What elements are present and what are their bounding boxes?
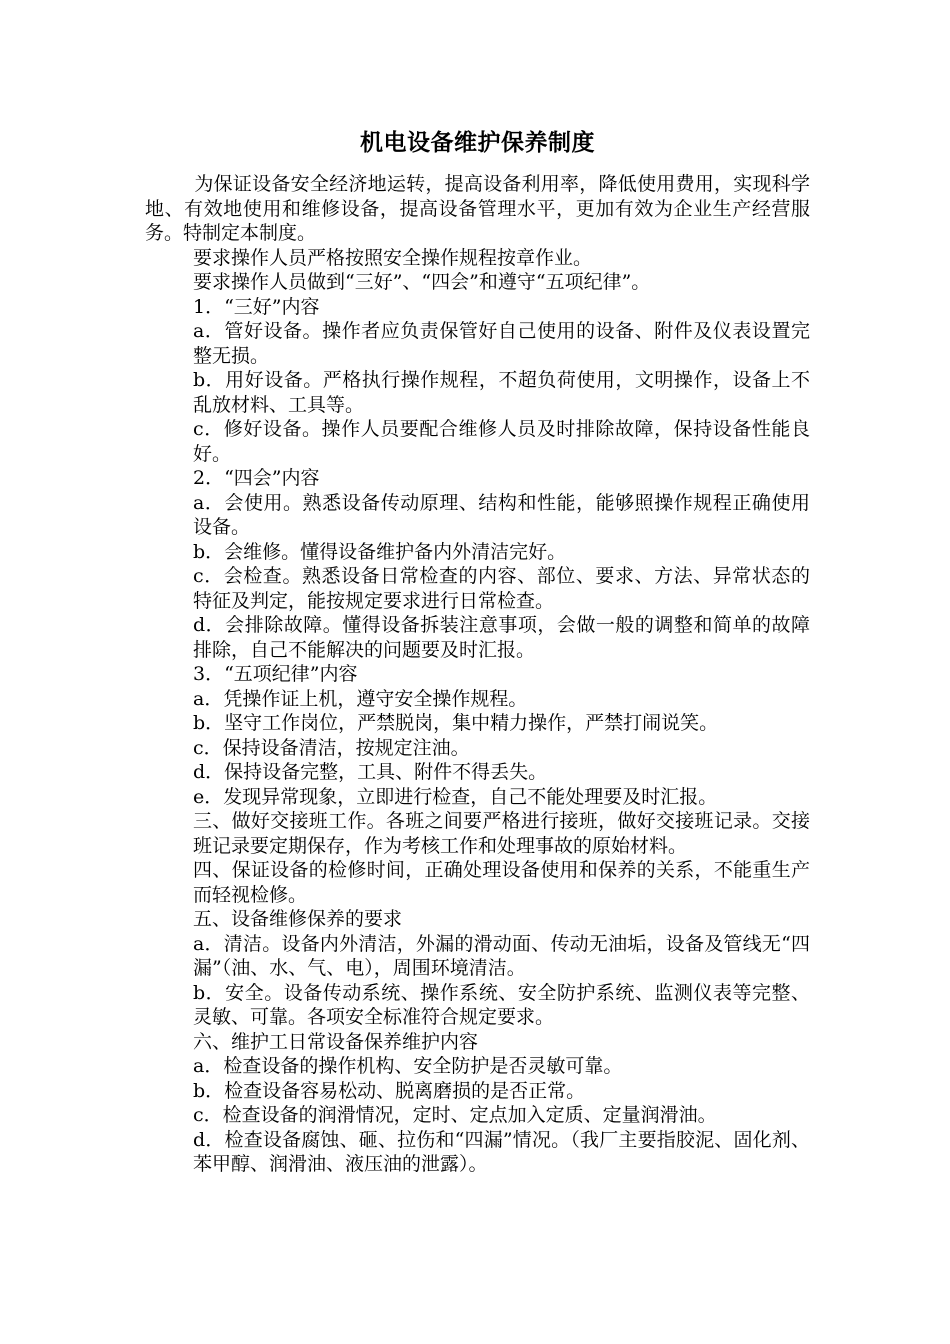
section-heading: 1．“三好”内容 bbox=[193, 295, 320, 318]
list-item: d．检查设备腐蚀、砸、拉伤和“四漏”情况。（我厂主要指胶泥、固化剂、苯甲醇、润滑油、液压油的泄露）。 bbox=[193, 1128, 810, 1175]
list-item: a．会使用。熟悉设备传动原理、结构和性能，能够照操作规程正确使用设备。 bbox=[193, 491, 810, 538]
list-item: c．检查设备的润滑情况，定时、定点加入定质、定量润滑油。 bbox=[193, 1104, 717, 1126]
section-heading: 六、维护工日常设备保养维护内容 bbox=[193, 1030, 479, 1053]
list-item: b．会维修。懂得设备维护备内外清洁完好。 bbox=[193, 540, 567, 563]
list-item: a．清洁。设备内外清洁，外漏的滑动面、传动无油垢，设备及管线无“四漏”（油、水、气、电），周围环境清洁。 bbox=[193, 932, 810, 979]
list-item: b．安全。设备传动系统、操作系统、安全防护系统、监测仪表等完整、灵敏、可靠。各项安全标准符合规定要求。 bbox=[193, 981, 810, 1028]
list-item: a．管好设备。操作者应负责保管好自己使用的设备、附件及仪表设置完整无损。 bbox=[193, 320, 810, 367]
body-line: 要求操作人员严格按照安全操作规程按章作业。 bbox=[193, 246, 593, 269]
list-item: c．保持设备清洁，按规定注油。 bbox=[193, 736, 470, 759]
intro-paragraph: 为保证设备安全经济地运转，提高设备利用率，降低使用费用，实现科学地、有效地使用和维修设备，提高设备管理水平，更加有效为企业生产经营服务。特制定本制度。 bbox=[145, 173, 810, 244]
body-block bbox=[193, 246, 810, 1177]
list-item: c．修好设备。操作人员要配合维修人员及时排除故障，保持设备性能良好。 bbox=[193, 418, 810, 465]
section-paragraph: 三、做好交接班工作。各班之间要严格进行接班，做好交接班记录。交接班记录要定期保存，作为考核工作和处理事故的原始材料。 bbox=[193, 810, 810, 857]
body-line: 要求操作人员做到“三好”、“四会”和遵守“五项纪律”。 bbox=[193, 271, 651, 293]
list-item: d．保持设备完整，工具、附件不得丢失。 bbox=[193, 761, 548, 783]
list-item: b．坚守工作岗位，严禁脱岗，集中精力操作，严禁打闹说笑。 bbox=[193, 712, 719, 734]
list-item: c．会检查。熟悉设备日常检查的内容、部位、要求、方法、异常状态的特征及判定，能按规定要求进行日常检查。 bbox=[193, 565, 810, 612]
list-item: b．用好设备。严格执行操作规程，不超负荷使用，文明操作，设备上不乱放材料、工具等。 bbox=[193, 369, 810, 416]
section-heading: 五、设备维修保养的要求 bbox=[193, 908, 403, 930]
section-heading: 3．“五项纪律”内容 bbox=[193, 663, 358, 685]
document-page bbox=[145, 128, 810, 1177]
section-paragraph: 四、保证设备的检修时间，正确处理设备使用和保养的关系，不能重生产而轻视检修。 bbox=[193, 859, 810, 906]
list-item: e．发现异常现象，立即进行检查，自己不能处理要及时汇报。 bbox=[193, 785, 718, 808]
section-heading: 2．“四会”内容 bbox=[193, 467, 320, 489]
document-title: 机电设备维护保养制度 bbox=[360, 129, 595, 156]
list-item: b．检查设备容易松动、脱离磨损的是否正常。 bbox=[193, 1079, 586, 1102]
list-item: a．检查设备的操作机构、安全防护是否灵敏可靠。 bbox=[193, 1055, 623, 1077]
list-item: d．会排除故障。懂得设备拆装注意事项，会做一般的调整和简单的故障排除，自己不能解决的问题要及时汇报。 bbox=[193, 614, 810, 661]
list-item: a．凭操作证上机，遵守安全操作规程。 bbox=[193, 687, 528, 710]
